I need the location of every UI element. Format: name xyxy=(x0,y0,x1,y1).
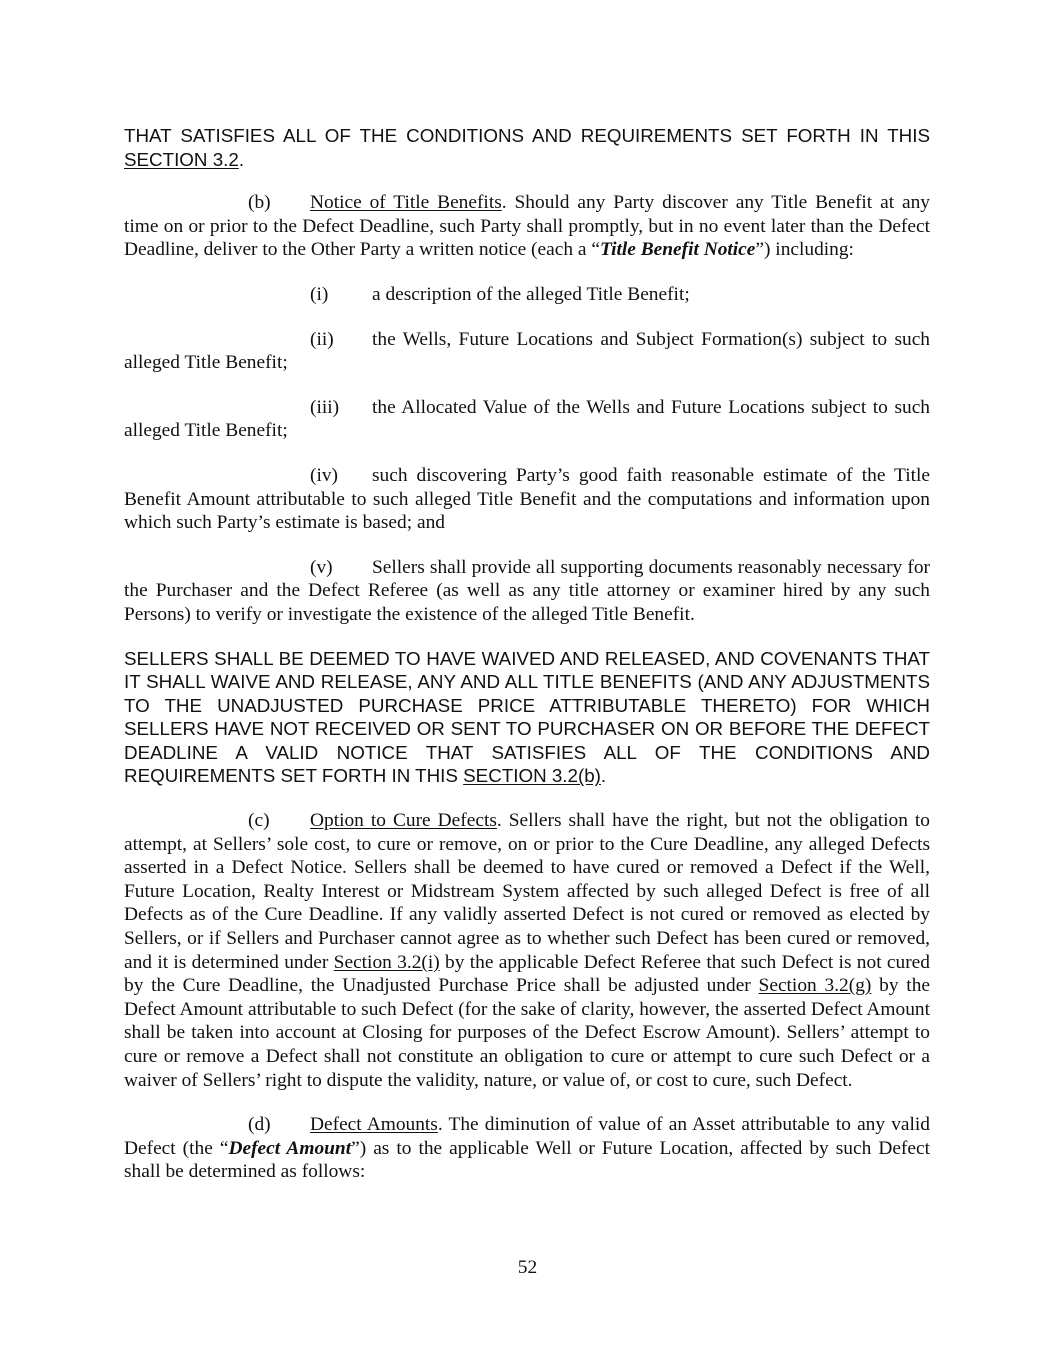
paragraph-b-notice-of-title-benefits: (b) Notice of Title Benefits. Should any Party discover any Title Benefit at any time on or prior to the Defect Deadline, such Party shall promptly, but in no event later than the Defect Deadline, deliver to the Other Party a written notice (each a “Title Benefit Notice”) including: xyxy=(124,192,930,261)
list-item-label: (iii) xyxy=(310,396,340,418)
paragraph-label: (b) xyxy=(248,192,271,214)
page-number: 52 xyxy=(517,1257,538,1278)
list-item-label: (ii) xyxy=(310,328,334,350)
title-benefits-waiver-paragraph: SELLERS SHALL BE DEEMED TO HAVE WAIVED AND RELEASED, AND COVENANTS THAT IT SHALL WAIVE AND RELEASE, ANY AND ALL TITLE BENEFITS (AND ANY ADJUSTMENTS TO THE UNADJUSTED PURCHASE PRICE ATTRIBUTABLE THERETO) FOR WHICH SELLERS HAVE NOT RECEIVED OR SENT TO PURCHASER ON OR BEFORE THE DEFECT DEADLINE A VALID NOTICE THAT SATISFIES ALL OF THE CONDITIONS AND REQUIREMENTS SET FORTH IN THIS SECTION 3.2(b). xyxy=(124,647,930,787)
list-item-v: (v) Sellers shall provide all supporting documents reasonably necessary for the Purchaser and the Defect Referee (as well as any title attorney or examiner hired by any such Persons) to verify or investigate the existence of the alleged Title Benefit. xyxy=(124,556,930,625)
section-3-2-a-closing-paragraph: THAT SATISFIES ALL OF THE CONDITIONS AND REQUIREMENTS SET FORTH IN THIS SECTION 3.2. xyxy=(124,125,930,170)
defined-term: Title Benefit Notice xyxy=(599,239,756,261)
paragraph-heading: Notice of Title Benefits xyxy=(310,192,502,214)
paragraph-label: (d) xyxy=(248,1114,271,1136)
defined-term: Defect Amount xyxy=(228,1137,352,1159)
paragraph-heading: Option to Cure Defects xyxy=(310,810,497,832)
list-item-ii: (ii) the Wells, Future Locations and Subject Formation(s) subject to such alleged Title Benefit; xyxy=(124,328,930,374)
paragraph-c-option-to-cure-defects: (c) Option to Cure Defects. Sellers shall have the right, but not the obligation to attempt, at Sellers’ sole cost, to cure or remove, on or prior to the Cure Deadline, any alleged Defects asserted in a Defect Notice. Sellers shall be deemed to have cured or removed a Defect if the Well, Future Location, Realty Interest or Midstream System affected by such alleged Defect is free of all Defects as of the Cure Deadline. If any validly asserted Defect is not cured or removed as elected by Sellers, or if Sellers and Purchaser cannot agree as to whether such Defect has been cured or removed, and it is determined under Section 3.2(i) by the applicable Defect Referee that such Defect is not cured by the Cure Deadline, the Unadjusted Purchase Price shall be adjusted under Section 3.2(g) by the Defect Amount attributable to such Defect (for the sake of clarity, however, the asserted Defect Amount shall be taken into account at Closing for purposes of the Defect Escrow Amount). Sellers’ attempt to cure or remove a Defect shall not constitute an obligation to cure or attempt to cure such Defect or a waiver of Sellers’ right to dispute the validity, nature, or value of, or cost to cure, such Defect. xyxy=(124,810,930,1091)
list-item-iv: (iv) such discovering Party’s good faith reasonable estimate of the Title Benefit Amount attributable to such alleged Title Benefit and the computations and information upon which such Party’s estimate is based; and xyxy=(124,464,930,534)
list-item-label: (i) xyxy=(310,283,329,305)
list-item-label: (iv) xyxy=(310,464,338,486)
page-body xyxy=(124,124,930,1184)
paragraph-label: (c) xyxy=(248,810,270,832)
list-item-i: (i) a description of the alleged Title Benefit; xyxy=(310,283,690,305)
paragraph-heading: Defect Amounts xyxy=(310,1114,438,1136)
section-3-2-b-reference: SECTION 3.2(b) xyxy=(463,765,601,787)
paragraph-d-defect-amounts: (d) Defect Amounts. The diminution of value of an Asset attributable to any valid Defect (the “Defect Amount”) as to the applicable Well or Future Location, affected by such Defect shall be determined as follows: xyxy=(124,1114,930,1183)
section-3-2-reference: SECTION 3.2 xyxy=(124,148,239,170)
list-item-iii: (iii) the Allocated Value of the Wells and Future Locations subject to such alleged Title Benefit; xyxy=(124,396,930,442)
list-item-label: (v) xyxy=(310,556,333,578)
section-3-2-i-reference: Section 3.2(i) xyxy=(333,951,440,973)
section-3-2-g-reference: Section 3.2(g) xyxy=(758,975,872,997)
